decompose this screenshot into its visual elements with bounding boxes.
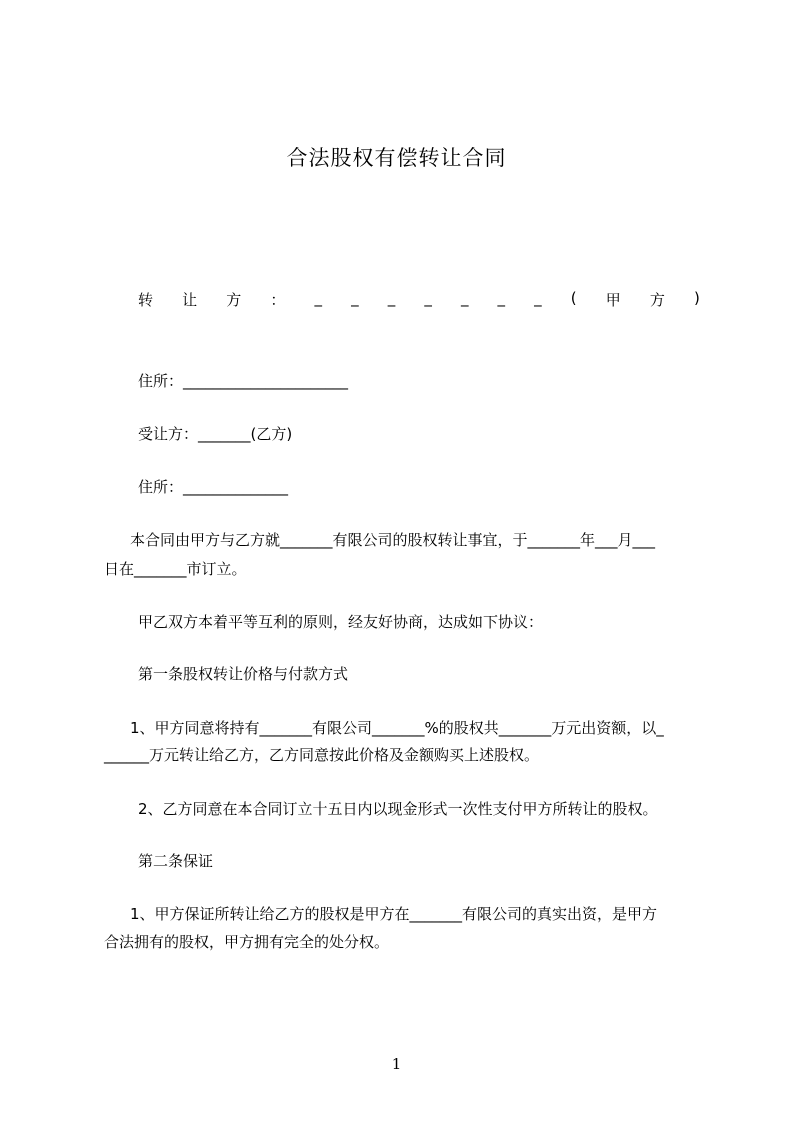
transferee-address-line: 住所：______________ — [138, 478, 289, 496]
transferor-char: ： — [270, 291, 286, 309]
article-2-clause-1-line-2: 合法拥有的股权，甲方拥有完全的处分权。 — [104, 933, 390, 951]
transferor-char: ) — [693, 289, 700, 307]
transferor-char: _ — [351, 289, 359, 307]
transferor-line — [138, 289, 700, 310]
transferor-char: 方 — [226, 291, 242, 309]
transferor-char: _ — [314, 289, 322, 307]
transferor-char: _ — [534, 289, 542, 307]
article-2-clause-1-line-1: 1、甲方保证所转让给乙方的股权是甲方在_______有限公司的真实出资，是甲方 — [130, 905, 658, 923]
transferor-char: 让 — [182, 291, 198, 309]
transferor-char: _ — [497, 289, 506, 307]
transferor-char: 方 — [649, 291, 665, 309]
article-1-clause-1-line-2: ______万元转让给乙方，乙方同意按此价格及金额购买上述股权。 — [104, 746, 540, 764]
transferor-char: 转 — [138, 291, 154, 309]
article-1-clause-2: 2、乙方同意在本合同订立十五日内以现金形式一次性支付甲方所转让的股权。 — [138, 800, 658, 818]
agreement-intro: 甲乙双方本着平等互利的原则，经友好协商，达成如下协议： — [138, 613, 544, 631]
article-1-clause-1-line-1: 1、甲方同意将持有_______有限公司_______%的股权共_______万元出资额，以_ — [130, 719, 664, 737]
transferor-char: _ — [424, 289, 432, 307]
transferor-char: _ — [460, 289, 469, 307]
page-number: 1 — [391, 1055, 402, 1073]
transferor-char: _ — [387, 289, 396, 307]
transferor-char: ( — [570, 289, 577, 307]
transferee-line: 受让方：_______(乙方) — [138, 425, 293, 443]
transferor-char: 甲 — [605, 291, 621, 309]
preamble-line-2: 日在_______市订立。 — [104, 560, 247, 578]
article-2-heading: 第二条保证 — [138, 852, 214, 870]
document-title: 合法股权有偿转让合同 — [286, 146, 507, 170]
article-1-heading: 第一条股权转让价格与付款方式 — [138, 665, 349, 683]
preamble-line-1: 本合同由甲方与乙方就_______有限公司的股权转让事宜，于_______年___月___ — [130, 531, 656, 549]
transferor-address-line: 住所：______________________ — [138, 372, 349, 390]
